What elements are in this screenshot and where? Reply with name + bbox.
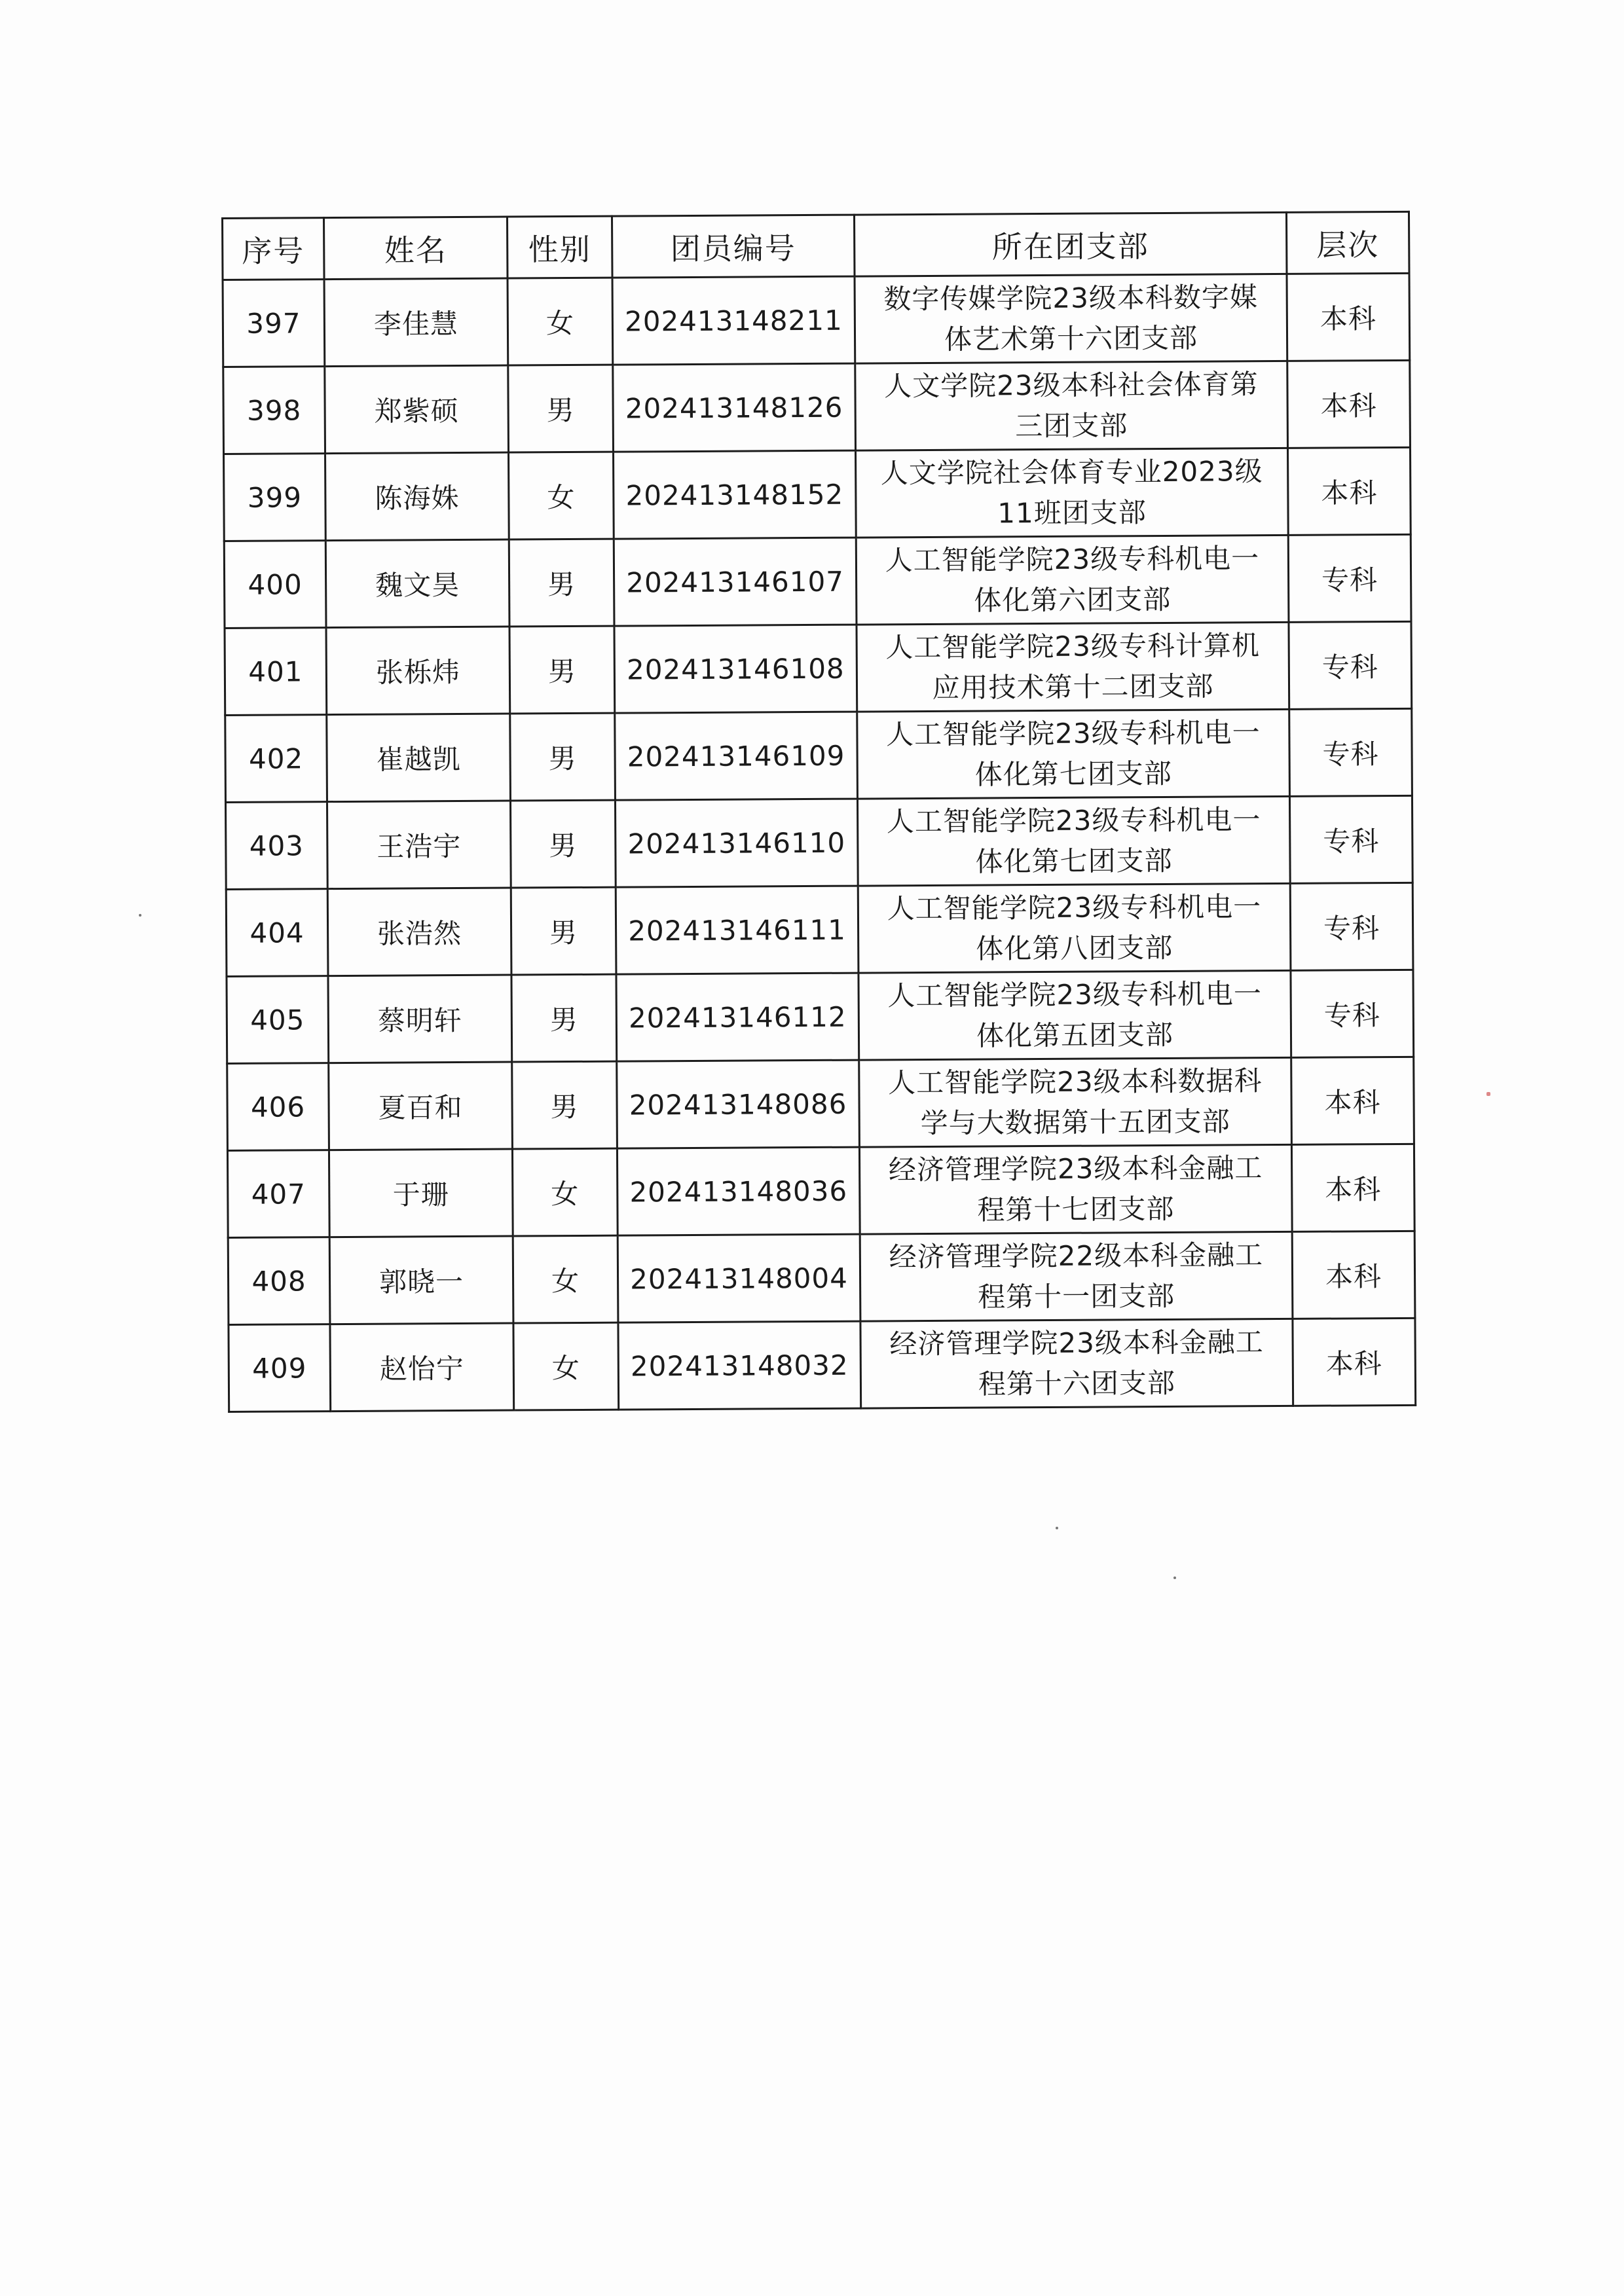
cell-branch <box>856 535 1289 625</box>
table-row <box>226 883 1413 976</box>
cell-seq: 403 <box>225 802 327 890</box>
cell-gender: 男 <box>511 974 617 1062</box>
header-level: 层次 <box>1286 211 1409 274</box>
branch-line-1: 经济管理学院23级本科金融工 <box>889 1326 1264 1360</box>
cell-seq: 405 <box>227 976 329 1064</box>
cell-member-id: 202413148152 <box>614 450 857 539</box>
cell-seq: 401 <box>225 628 327 716</box>
header-name: 姓名 <box>324 217 508 280</box>
branch-line-2: 体化第五团支部 <box>976 1018 1174 1052</box>
cell-level: 本科 <box>1287 447 1411 535</box>
branch-line-2: 体艺术第十六团支部 <box>944 321 1198 355</box>
cell-branch <box>857 796 1290 886</box>
cell-seq: 408 <box>228 1237 330 1325</box>
table-row <box>225 795 1412 889</box>
cell-name: 夏百和 <box>329 1062 513 1150</box>
cell-seq: 397 <box>223 280 325 367</box>
cell-member-id: 202413148004 <box>618 1234 860 1322</box>
table-row <box>224 534 1411 628</box>
cell-gender: 女 <box>512 1148 618 1236</box>
branch-line-2: 程第十六团支部 <box>978 1366 1176 1400</box>
cell-name: 郭晓一 <box>329 1236 513 1324</box>
branch-line-2: 学与大数据第十五团支部 <box>920 1105 1230 1140</box>
cell-seq: 402 <box>225 715 327 803</box>
table-row <box>225 621 1412 715</box>
cell-gender: 男 <box>509 539 614 627</box>
cell-branch <box>857 709 1290 799</box>
cell-level: 本科 <box>1287 273 1410 361</box>
table-row <box>227 1057 1414 1150</box>
cell-level: 本科 <box>1287 360 1411 448</box>
cell-member-id: 202413148036 <box>617 1147 860 1235</box>
scan-speck <box>1486 1092 1490 1096</box>
cell-member-id: 202413146111 <box>616 886 858 974</box>
cell-name: 张浩然 <box>327 888 511 976</box>
cell-member-id: 202413146108 <box>614 625 857 713</box>
cell-seq: 409 <box>229 1324 331 1412</box>
branch-line-1: 经济管理学院23级本科金融工 <box>888 1152 1263 1186</box>
table-row <box>224 447 1411 541</box>
branch-line-1: 人工智能学院23级专科计算机 <box>885 629 1261 664</box>
cell-name: 崔越凯 <box>327 714 511 802</box>
table-row <box>227 970 1414 1063</box>
cell-seq: 406 <box>227 1063 329 1151</box>
cell-level: 本科 <box>1291 1057 1414 1144</box>
branch-line-1: 人工智能学院23级专科机电一 <box>887 890 1262 925</box>
cell-gender: 男 <box>510 800 616 888</box>
cell-member-id: 202413146112 <box>616 973 859 1061</box>
table-row <box>223 360 1411 454</box>
branch-line-1: 人工智能学院23级专科机电一 <box>886 716 1261 751</box>
cell-member-id: 202413148086 <box>617 1060 860 1148</box>
cell-gender: 女 <box>509 452 614 539</box>
branch-line-2: 体化第七团支部 <box>974 757 1172 791</box>
cell-member-id: 202413148126 <box>613 363 856 452</box>
cell-seq: 399 <box>224 454 326 541</box>
cell-gender: 男 <box>510 713 616 801</box>
cell-branch <box>858 883 1291 973</box>
cell-branch <box>860 1319 1293 1408</box>
cell-name: 陈海姝 <box>325 452 509 541</box>
header-member-id: 团员编号 <box>612 215 855 278</box>
table-row <box>229 1318 1416 1412</box>
cell-gender: 男 <box>511 887 616 975</box>
cell-seq: 404 <box>226 889 328 977</box>
header-gender: 性别 <box>507 216 613 278</box>
cell-gender: 女 <box>513 1235 618 1323</box>
table-row <box>228 1231 1415 1324</box>
cell-branch <box>860 1231 1293 1321</box>
table-header <box>223 211 1409 280</box>
header-row <box>223 211 1409 280</box>
cell-level: 专科 <box>1289 795 1412 883</box>
cell-branch <box>855 274 1287 363</box>
branch-line-2: 应用技术第十二团支部 <box>932 670 1214 704</box>
branch-line-2: 11班团支部 <box>997 496 1147 530</box>
cell-member-id: 202413148211 <box>612 276 855 365</box>
cell-member-id: 202413146107 <box>614 538 857 626</box>
cell-seq: 400 <box>224 541 326 629</box>
table-body <box>223 273 1416 1412</box>
cell-name: 魏文昊 <box>325 539 509 628</box>
cell-name: 郑紫硕 <box>325 365 509 454</box>
cell-name: 于珊 <box>329 1149 513 1237</box>
cell-level: 本科 <box>1293 1318 1416 1406</box>
cell-name: 蔡明轩 <box>328 975 512 1063</box>
scan-speck <box>1056 1527 1058 1529</box>
cell-level: 专科 <box>1289 621 1412 709</box>
member-roster-table <box>221 211 1416 1413</box>
cell-name: 赵怡宁 <box>330 1323 514 1412</box>
cell-gender: 女 <box>507 278 613 365</box>
branch-line-1: 人工智能学院23级专科机电一 <box>885 542 1260 577</box>
cell-branch <box>857 622 1289 712</box>
cell-level: 专科 <box>1289 708 1412 796</box>
header-branch: 所在团支部 <box>854 212 1287 276</box>
branch-line-2: 程第十一团支部 <box>978 1279 1175 1313</box>
cell-gender: 男 <box>508 365 614 452</box>
cell-branch <box>856 448 1289 538</box>
branch-line-1: 数字传媒学院23级本科数字媒 <box>883 281 1259 316</box>
cell-member-id: 202413148032 <box>618 1321 861 1410</box>
cell-gender: 女 <box>513 1322 619 1410</box>
scan-speck <box>139 914 141 917</box>
cell-name: 李佳慧 <box>324 278 508 367</box>
branch-line-1: 人工智能学院23级专科机电一 <box>886 803 1261 838</box>
table-row <box>225 708 1412 802</box>
cell-member-id: 202413146109 <box>615 712 858 800</box>
cell-branch <box>858 970 1291 1060</box>
cell-branch <box>855 361 1288 450</box>
branch-line-1: 人工智能学院23级专科机电一 <box>887 977 1263 1012</box>
cell-member-id: 202413146110 <box>615 799 858 887</box>
header-seq: 序号 <box>223 218 325 280</box>
cell-gender: 男 <box>509 626 615 714</box>
cell-level: 专科 <box>1288 534 1411 622</box>
cell-level: 本科 <box>1292 1231 1415 1319</box>
cell-level: 专科 <box>1290 883 1413 970</box>
branch-line-2: 体化第六团支部 <box>974 583 1172 617</box>
branch-line-1: 经济管理学院22级本科金融工 <box>889 1239 1264 1273</box>
branch-line-1: 人文学院23级本科社会体育第 <box>884 368 1259 403</box>
cell-gender: 男 <box>512 1061 618 1149</box>
cell-branch <box>859 1057 1292 1147</box>
cell-name: 张栎炜 <box>326 627 510 715</box>
cell-level: 本科 <box>1291 1144 1414 1231</box>
branch-line-2: 体化第八团支部 <box>976 931 1173 965</box>
scan-speck <box>1173 1576 1176 1579</box>
branch-line-1: 人文学院社会体育专业2023级 <box>880 455 1263 490</box>
table-row <box>223 273 1410 367</box>
branch-line-1: 人工智能学院23级本科数据科 <box>888 1065 1263 1099</box>
cell-name: 王浩宇 <box>327 801 511 889</box>
cell-branch <box>859 1144 1292 1234</box>
branch-line-2: 体化第七团支部 <box>975 844 1173 878</box>
cell-seq: 407 <box>227 1150 329 1238</box>
table-row <box>227 1144 1414 1237</box>
branch-line-2: 三团支部 <box>1015 409 1128 443</box>
cell-level: 专科 <box>1291 970 1414 1057</box>
branch-line-2: 程第十七团支部 <box>977 1192 1175 1226</box>
cell-seq: 398 <box>223 367 325 454</box>
